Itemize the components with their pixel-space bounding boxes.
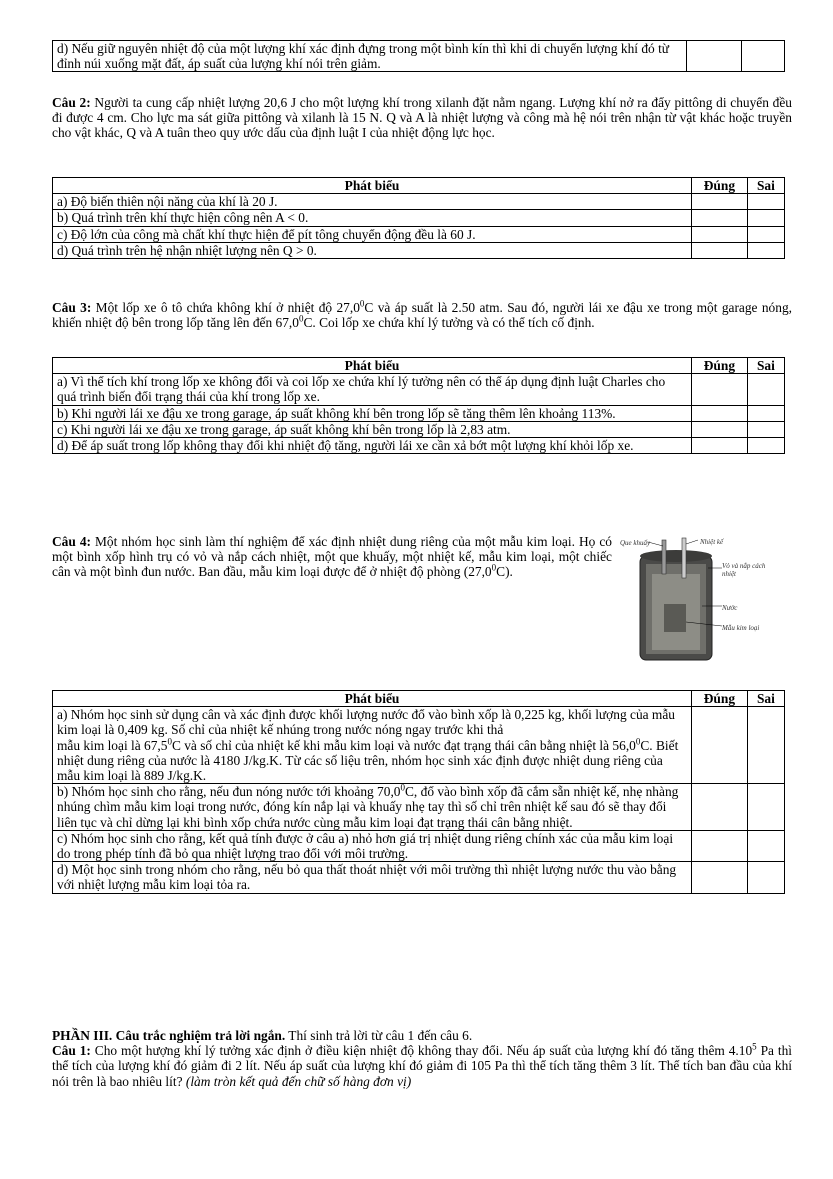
false-cell[interactable]	[742, 41, 785, 72]
true-cell[interactable]	[692, 194, 748, 210]
header-false: Sai	[747, 178, 784, 194]
question-4-table	[52, 690, 785, 894]
water-label: Nước	[722, 604, 738, 612]
question-body: Người ta cung cấp nhiệt lượng 20,6 J cho một lượng khí trong xilanh đặt nằm ngang. Lượng khí nở ra đẩy pittông di chuyển đều đi được 4 cm. Cho lực ma sát giữa pittông và xilanh là 15 N. Q và A là nhiệt lượng và công mà hệ nói trên nhận từ vật khác hoặc truyền cho vật khác, Q và A tuân theo quy ước dấu của định luật I của nhiệt động lực học.	[52, 95, 792, 141]
table-row	[53, 421, 785, 437]
table-row	[53, 862, 785, 893]
statement-c: c) Độ lớn của công mà chất khí thực hiện để pít tông chuyển động đều là 60 J.	[53, 226, 692, 242]
false-cell[interactable]	[747, 210, 784, 226]
statement-b: b) Khi người lái xe đậu xe trong garage, áp suất không khí bên trong lốp sẽ tăng thêm lên khoảng 113%.	[53, 405, 692, 421]
true-cell[interactable]	[692, 405, 748, 421]
true-cell[interactable]	[692, 438, 748, 454]
table-row	[53, 405, 785, 421]
false-cell[interactable]	[747, 226, 784, 242]
true-cell[interactable]	[692, 421, 748, 437]
true-cell[interactable]	[692, 707, 748, 784]
question-label: Câu 3:	[52, 300, 92, 315]
true-cell[interactable]	[692, 784, 748, 831]
header-statement: Phát biểu	[53, 691, 692, 707]
header-true: Đúng	[692, 178, 748, 194]
false-cell[interactable]	[747, 194, 784, 210]
false-cell[interactable]	[747, 374, 784, 405]
statement-c: c) Nhóm học sinh cho rằng, kết quả tính được ở câu a) nhỏ hơn giá trị nhiệt dung riêng chính xác của mẫu kim loại do trong phép tính đã bỏ qua nhiệt lượng trao đổi với môi trường.	[53, 830, 692, 861]
true-cell[interactable]	[692, 210, 748, 226]
question-3-table	[52, 357, 785, 454]
table-header	[53, 358, 785, 374]
table-header	[53, 178, 785, 194]
statement-a: a) Vì thể tích khí trong lốp xe không đổi và coi lốp xe chứa khí lý tưởng nên có thể áp dụng định luật Charles cho quá trình biến đổi trạng thái của khí trong lốp xe.	[53, 374, 692, 405]
false-cell[interactable]	[747, 830, 784, 861]
question-2-text	[52, 95, 792, 141]
table-row	[53, 707, 785, 784]
statement-a: a) Nhóm học sinh sử dụng cân và xác định được khối lượng nước đổ vào bình xốp là 0,225 kg, khối lượng của mẫu kim loại là 0,409 kg. Số chỉ của nhiệt kế nhúng trong nước nóng ngay trước khi thả mẫu kim loại là 67,5$^0$C và số chỉ của nhiệt kế khi mẫu kim loại và nước đạt trạng thái cân bằng nhiệt là 56,0$^0$C. Biết nhiệt dung riêng của nước là 4180 J/kg.K. Từ các số liệu trên, nhóm học sinh xác định được nhiệt dung riêng của mẫu kim loại là 889 J/kg.K.	[53, 707, 692, 784]
question-4-text: Câu 4: Một nhóm học sinh làm thí nghiệm để xác định nhiệt dung riêng của một mẫu kim loại. Họ có một bình xốp hình trụ có vỏ và nắp cách nhiệt, một que khuấy, một nhiệt kế, mẫu kim loại, một chiếc cân và một bình đun nước. Ban đầu, mẫu kim loại được để ở nhiệt độ phòng (27,0$^0$C).	[52, 534, 612, 580]
header-true: Đúng	[692, 358, 748, 374]
table-row	[53, 210, 785, 226]
false-cell[interactable]	[747, 784, 784, 831]
rounding-note: (làm tròn kết quả đến chữ số hàng đơn vị)	[185, 1073, 412, 1089]
false-cell[interactable]	[747, 862, 784, 893]
false-cell[interactable]	[747, 242, 784, 258]
question-label: Câu 1:	[52, 1043, 91, 1059]
false-cell[interactable]	[747, 438, 784, 454]
question-2-table	[52, 177, 785, 259]
header-statement: Phát biểu	[53, 178, 692, 194]
statement-a: a) Độ biến thiên nội năng của khí là 20 J.	[53, 194, 692, 210]
true-cell[interactable]	[692, 374, 748, 405]
table-row	[53, 830, 785, 861]
header-false: Sai	[747, 691, 784, 707]
true-cell[interactable]	[692, 830, 748, 861]
statement-d: d) Để áp suất trong lốp không thay đổi khi nhiệt độ tăng, người lái xe cần xả bớt một lượng khí khỏi lốp xe.	[53, 438, 692, 454]
header-false: Sai	[747, 358, 784, 374]
table-header	[53, 691, 785, 707]
thermometer-label: Nhiệt kế	[700, 538, 724, 546]
question-label: Câu 4:	[52, 534, 91, 549]
true-cell[interactable]	[692, 226, 748, 242]
question-label: Câu 2:	[52, 95, 91, 110]
true-cell[interactable]	[692, 862, 748, 893]
table-row	[53, 41, 785, 72]
false-cell[interactable]	[747, 405, 784, 421]
statement-d: d) Một học sinh trong nhóm cho rằng, nếu bỏ qua thất thoát nhiệt với môi trường thì nhiệt lượng nước thu vào bằng với nhiệt lượng mẫu kim loại tỏa ra.	[53, 862, 692, 893]
table-row	[53, 226, 785, 242]
top-statement-table	[52, 40, 785, 72]
statement-b: b) Nhóm học sinh cho rằng, nếu đun nóng nước tới khoảng 70,0$^0$C, đổ vào bình xốp đã cắm sẵn nhiệt kế, nhẹ nhàng nhúng chìm mẫu kim loại trong nước, đóng kín nắp lại và khuấy nhẹ tay thì số chỉ trên nhiệt kế sau đó sẽ thay đổi liên tục và chỉ dừng lại khi bình xốp chứa nước cùng mẫu kim loại đạt trạng thái cân bằng nhiệt.	[53, 784, 692, 831]
table-row	[53, 438, 785, 454]
part-3-section: PHẦN III. Câu trắc nghiệm trả lời ngắn. Thí sinh trả lời từ câu 1 đến câu 6. Câu 1: Cho một hượng khí lý tưởng xác định ở điều kiện nhiệt độ không thay đổi. Nếu áp suất của lượng khí đó tăng thêm 4.10$^5$ Pa thì thể tích của lượng khí đó giảm đi 2 lít. Nếu áp suất của lượng khí đó giảm đi 105 Pa thì thể tích tăng thêm 3 lít. Thể tích ban đầu của khí nói trên là bao nhiêu lít? (làm tròn kết quả đến chữ số hàng đơn vị)	[52, 1028, 793, 1089]
false-cell[interactable]	[747, 707, 784, 784]
table-row	[53, 784, 785, 831]
statement-b: b) Quá trình trên khí thực hiện công nên A < 0.	[53, 210, 692, 226]
table-row	[53, 374, 785, 405]
true-cell[interactable]	[686, 41, 742, 72]
calorimeter-figure	[618, 534, 788, 664]
question-3-text: Câu 3: Một lốp xe ô tô chứa không khí ở nhiệt độ 27,0$^0$C và áp suất là 2.50 atm. Sau đó, người lái xe đậu xe trong một garage nóng, khiến nhiệt độ bên trong lốp tăng lên đến 67,0$^0$C. Coi lốp xe chứa khí lý tưởng và có thể tích cố định.	[52, 298, 792, 331]
statement-c: c) Khi người lái xe đậu xe trong garage, áp suất không khí bên trong lốp là 2,83 atm.	[53, 421, 692, 437]
part-3-heading: PHẦN III. Câu trắc nghiệm trả lời ngắn.	[52, 1028, 286, 1043]
table-row	[53, 242, 785, 258]
statement-d: d) Quá trình trên hệ nhận nhiệt lượng nên Q > 0.	[53, 242, 692, 258]
lid-label: Vỏ và nắp cách nhiệt	[722, 562, 766, 578]
sample-label: Mẫu kim loại	[722, 624, 760, 632]
header-statement: Phát biểu	[53, 358, 692, 374]
header-true: Đúng	[692, 691, 748, 707]
true-cell[interactable]	[692, 242, 748, 258]
stirrer-label: Que khuấy	[620, 539, 651, 547]
false-cell[interactable]	[747, 421, 784, 437]
calorimeter-drawing	[618, 534, 788, 664]
table-row	[53, 194, 785, 210]
statement-d: d) Nếu giữ nguyên nhiệt độ của một lượng khí xác định đựng trong một bình kín thì khi di chuyển lượng khí đó từ đỉnh núi xuống mặt đất, áp suất của lượng khí nói trên giảm.	[53, 41, 687, 72]
